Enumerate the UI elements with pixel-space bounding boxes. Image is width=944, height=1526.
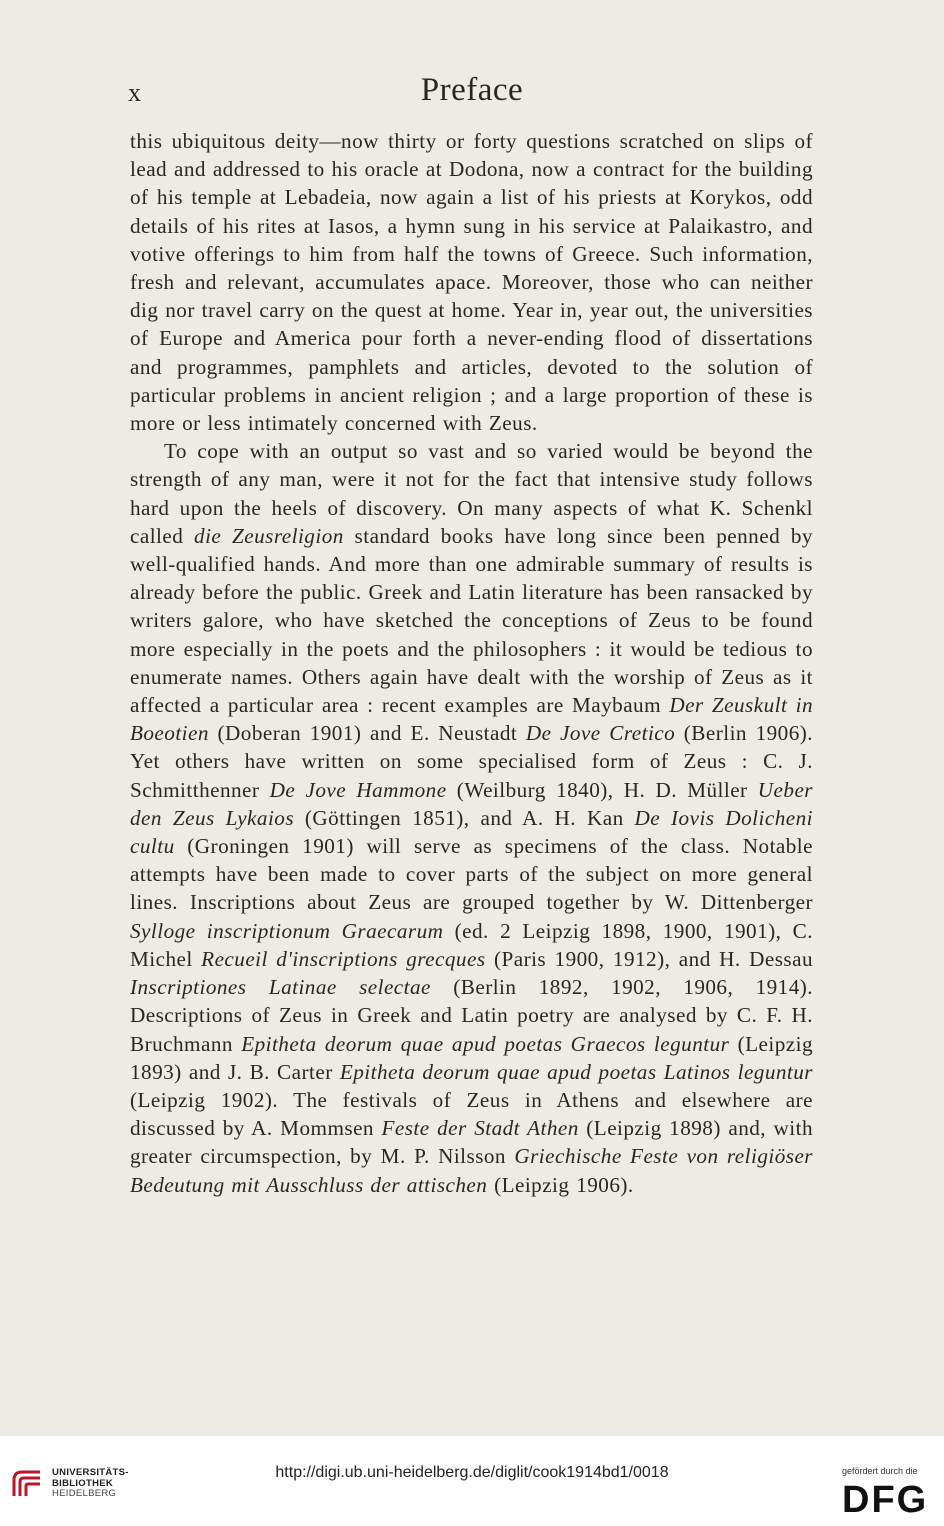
text-run: (Leipzig 1902). The festivals of Zeus in Athens and elsewhere are discussed by A. Mommsen (130, 1087, 813, 1141)
text-run: this ubiquitous deity—now thirty or forty questions scratched on slips of lead and addressed to his oracle at Dodona, now a contract for the building of his temple at Lebadeia, now again a list of his priests at Korykos, odd details of his rites at Iasos, a hymn sung in his service at Palaikastro, and votive offerings to him from half the towns of Greece. Such information, fresh and relevant, accumulates apace. Moreover, those who can neither dig nor travel carry on the quest at home. Year in, year out, the universities of Europe and America pour forth a never-ending flood of dissertations and programmes, pamphlets and articles, devoted to the solution of particular problems in ancient religion ; and a large proportion of these is more or less intimately concerned with Zeus. (130, 129, 813, 436)
text-run: (Göttingen 1851), and A. H. Kan (294, 805, 635, 830)
italic-title: die Zeusreligion (194, 523, 344, 548)
body-text (130, 127, 813, 1199)
text-run: (Leipzig 1906). (487, 1172, 634, 1197)
italic-title: Epitheta deorum quae apud poetas Graecos leguntur (241, 1031, 730, 1056)
text-run: (Berlin 1892, 1902, 1906, 1914). Descriptions of Zeus in Greek and Latin poetry are analysed by C. F. H. Bruchmann (130, 975, 813, 1056)
italic-title: Griechische Feste von religiöser Bedeutung mit Ausschluss der attischen (130, 1144, 813, 1197)
library-name-line-1: UNIVERSITÄTS- (52, 1467, 129, 1478)
text-run: (Doberan 1901) and E. Neustadt (208, 721, 526, 746)
italic-title: Epitheta deorum quae apud poetas Latinos leguntur (339, 1059, 814, 1084)
italic-title: De Jove Cretico (525, 721, 676, 746)
funding-caption: gefördert durch die (842, 1466, 918, 1476)
italic-title: Inscriptiones Latinae selectae (130, 975, 431, 1000)
page-number: x (128, 78, 142, 107)
footer-bar (0, 1436, 944, 1526)
italic-title: Der Zeuskult in Boeotien (130, 693, 813, 746)
library-name-line-3: HEIDELBERG (52, 1488, 117, 1499)
italic-title: Feste der Stadt Athen (381, 1116, 579, 1141)
text-run: (ed. 2 Leipzig 1898, 1900, 1901), C. Michel (130, 918, 813, 971)
text-run: (Leipzig 1893) and J. B. Carter (130, 1031, 813, 1084)
italic-title: Sylloge inscriptionum Graecarum (130, 918, 444, 943)
text-run: (Leipzig 1898) and, with greater circumspection, by M. P. Nilsson (130, 1116, 813, 1169)
italic-title: Recueil d'inscriptions grecques (201, 946, 486, 971)
italic-title: De Iovis Dolicheni cultu (130, 805, 813, 859)
text-run: standard books have long since been penned by well-qualified hands. And more than one admirable summary of results is already before the public. Greek and Latin literature has been ransacked by writers galore, who have sketched the conceptions of Zeus to be found more especially in the poets and the philosophers : it would be tedious to enumerate names. Others again have dealt with the worship of Zeus as it affected a particular area : recent examples are Maybaum (130, 523, 813, 718)
permalink-url[interactable]: http://digi.ub.uni-heidelberg.de/diglit/cook1914bd1/0018 (275, 1464, 669, 1481)
text-run: To cope with an output so vast and so varied would be beyond the strength of any man, were it not for the fact that intensive study follows hard upon the heels of discovery. On many aspects of what K. Schenkl called (130, 439, 813, 548)
paragraph-2 (130, 437, 813, 1198)
library-name-line-2: BIBLIOTHEK (52, 1477, 114, 1489)
dfg-logo: DFG (842, 1479, 929, 1521)
italic-title: Ueber den Zeus Lykaios (130, 777, 813, 830)
text-run: (Groningen 1901) will serve as specimens of the class. Notable attempts have been made to cover parts of the subject on more general lines. Inscriptions about Zeus are grouped together by W. Dittenberger (130, 834, 813, 915)
text-run: (Paris 1900, 1912), and H. Dessau (485, 946, 814, 971)
italic-title: De Jove Hammone (269, 777, 447, 802)
text-run: (Weilburg 1840), H. D. Müller (446, 777, 758, 802)
paragraph-1 (130, 127, 813, 437)
running-head: Preface (420, 72, 524, 108)
text-run: (Berlin 1906). Yet others have written on some specialised form of Zeus : C. J. Schmitthenner (130, 721, 813, 802)
